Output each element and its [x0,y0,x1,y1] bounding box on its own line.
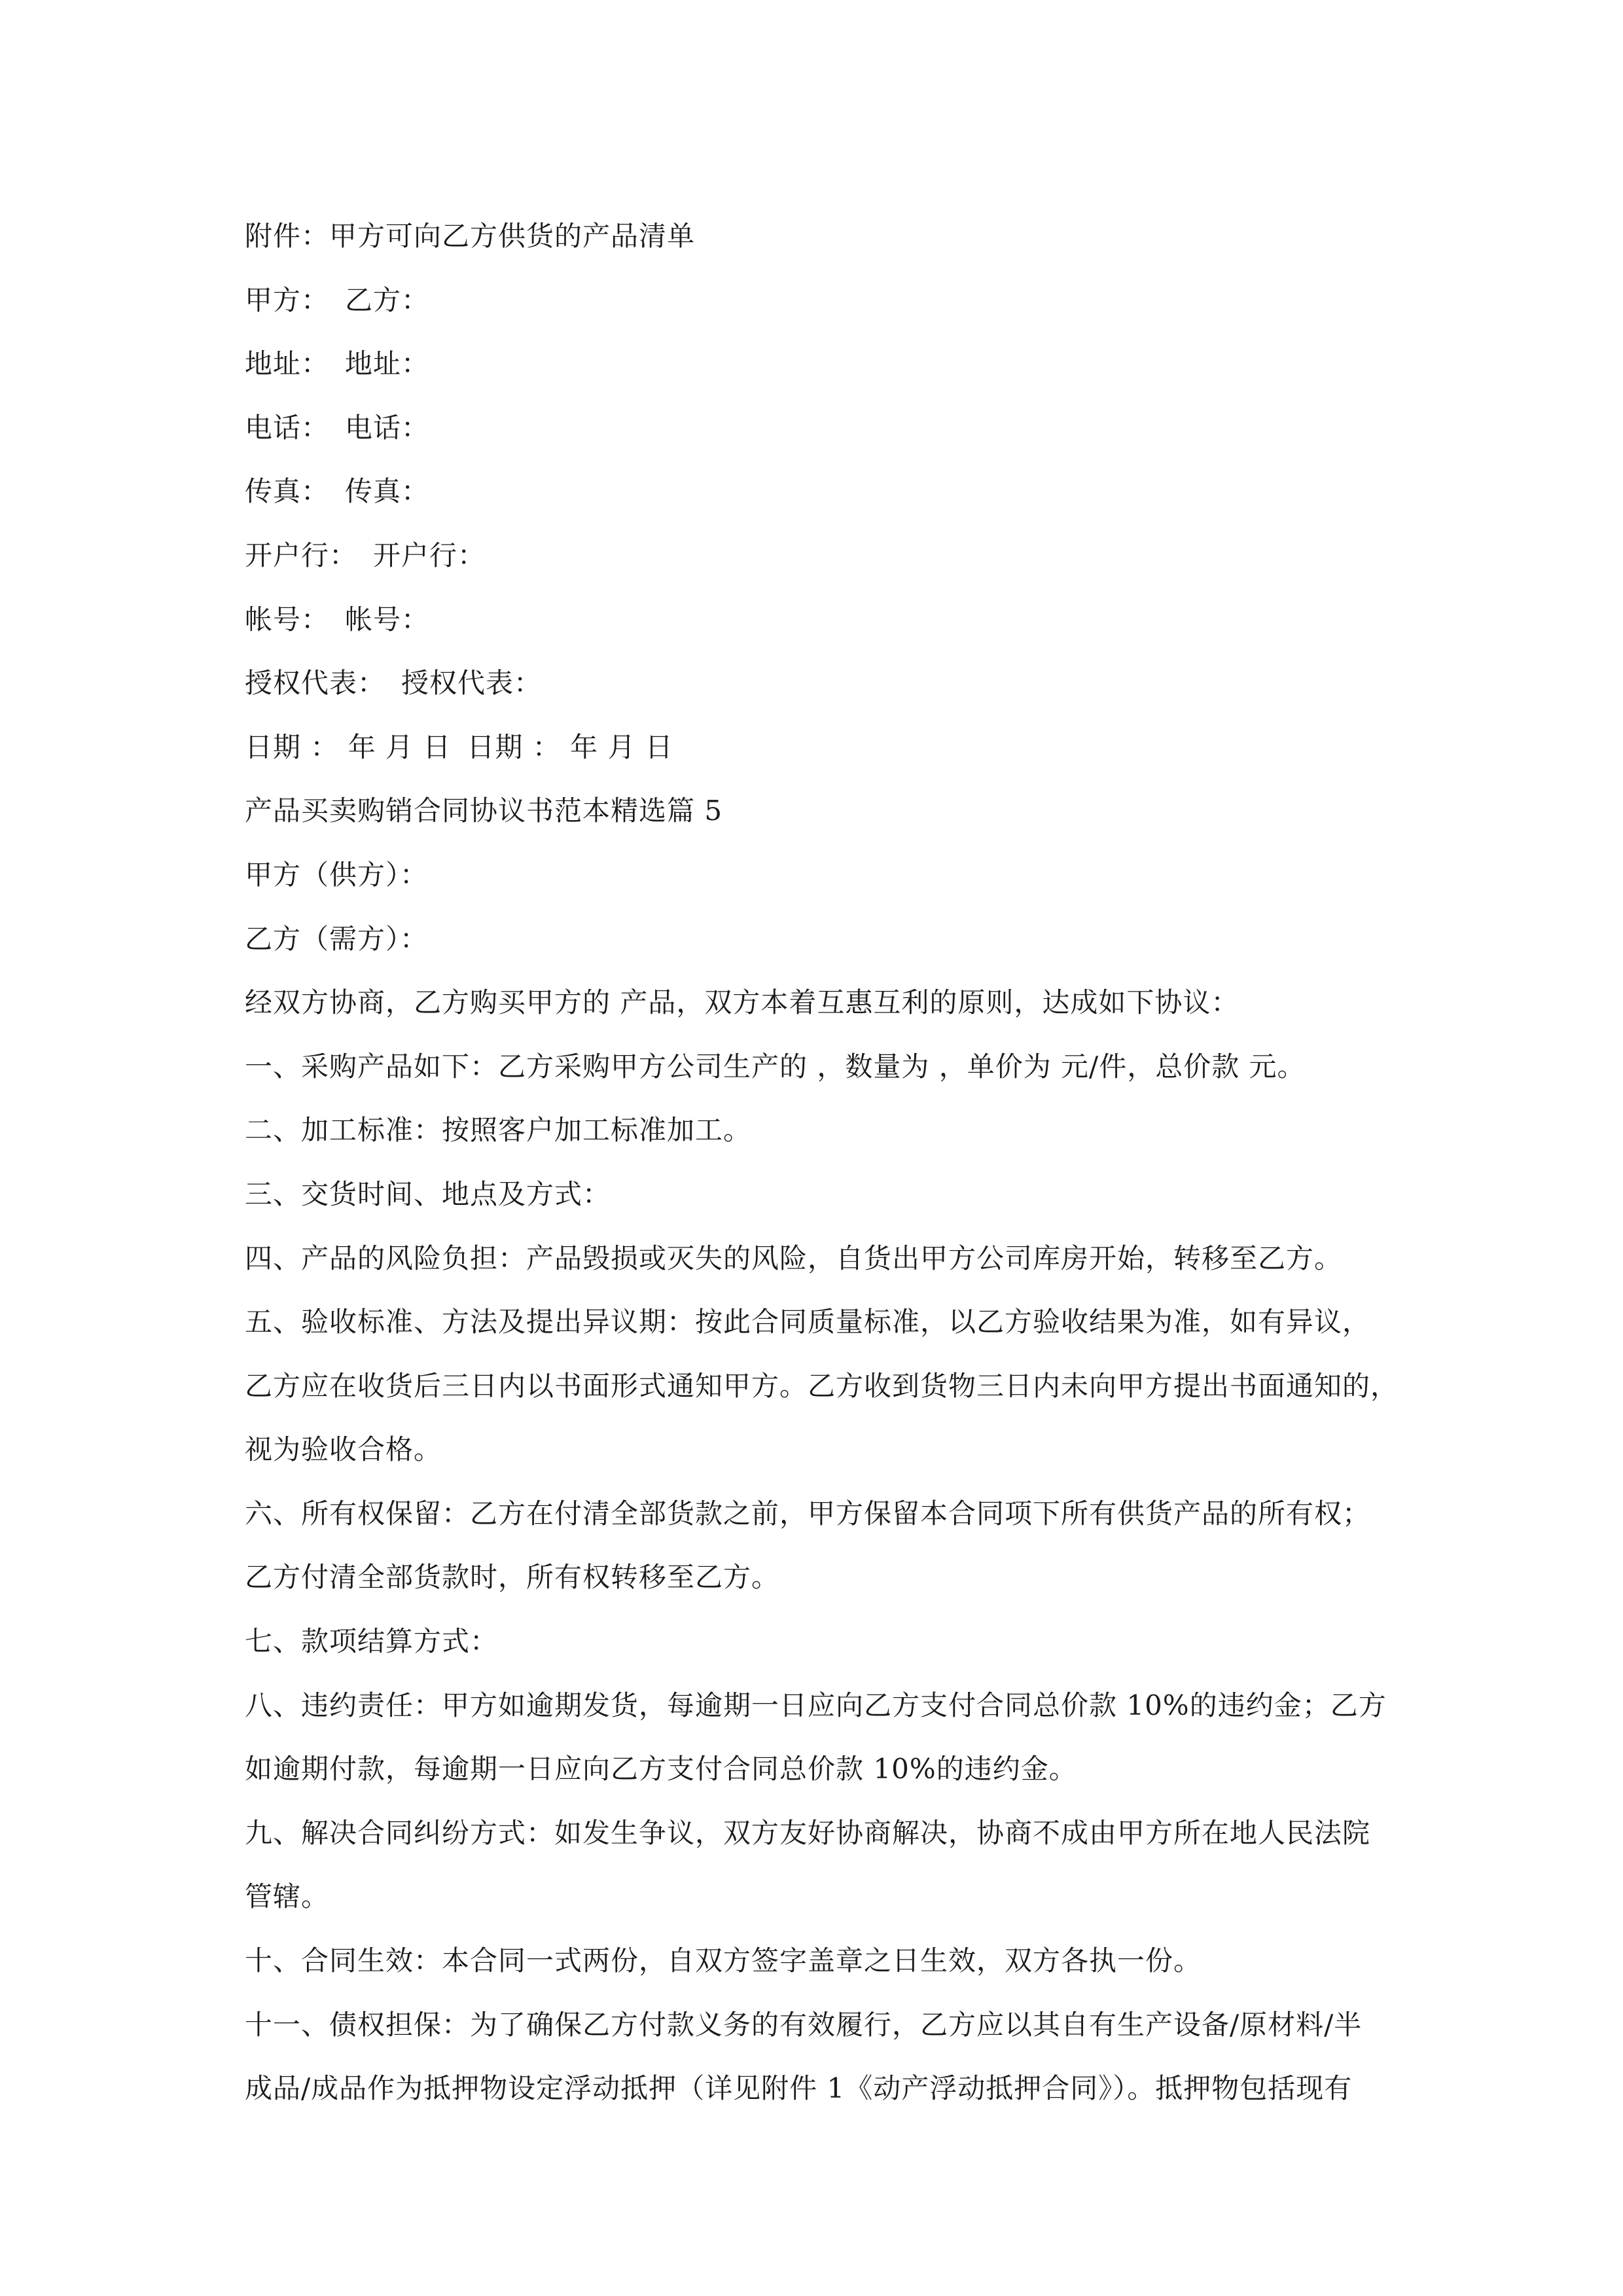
supplier-line: 甲方（供方）： [245,858,429,891]
rep-b-label: 授权代表： [401,667,543,700]
fax-b-label: 传真： [345,475,430,508]
clause-5-line-1: 五、验收标准、方法及提出异议期：按此合同质量标准，以乙方验收结果为准，如有异议， [245,1306,1371,1338]
document-body [245,204,1397,2121]
bank-b-label: 开户行： [373,539,486,571]
representative-line [245,651,1397,715]
intro-paragraph: 经双方协商，乙方购买甲方的 产品，双方本着互惠互利的原则，达成如下协议： [245,986,1240,1019]
clause-4: 四、产品的风险负担：产品毁损或灭失的风险，自货出甲方公司库房开始，转移至乙方。 [245,1242,1343,1274]
clause-11-line-1: 十一、债权担保：为了确保乙方付款义务的有效履行，乙方应以其自有生产设备/原材料/半 [245,2008,1363,2041]
clause-6-line-2: 乙方付清全部货款时，所有权转移至乙方。 [245,1561,780,1594]
rep-a-label: 授权代表： [245,667,386,700]
section-heading: 产品买卖购销合同协议书范本精选篇 5 [245,795,723,827]
date-b-label: 日期 ： 年 月 日 [467,730,673,763]
clause-9-line-1: 九、解决合同纠纷方式：如发生争议，双方友好协商解决，协商不成由甲方所在地人民法院 [245,1816,1371,1849]
phone-line [245,396,1397,460]
account-line [245,588,1397,652]
bank-a-label: 开户行： [245,539,358,571]
clause-11-line-2: 成品/成品作为抵押物设定浮动抵押（详见附件 1《动产浮动抵押合同》）。抵押物包括现有 [245,2072,1353,2105]
clause-2: 二、加工标准：按照客户加工标准加工。 [245,1114,752,1147]
clause-7: 七、款项结算方式： [245,1625,499,1658]
date-a-label: 日期 ： 年 月 日 [245,730,452,763]
fax-a-label: 传真： [245,475,330,508]
clause-5-line-2: 乙方应在收货后三日内以书面形式通知甲方。乙方收到货物三日内未向甲方提出书面通知的， [245,1369,1399,1402]
clause-3: 三、交货时间、地点及方式： [245,1177,611,1210]
phone-a-label: 电话： [245,411,330,444]
buyer-line: 乙方（需方）： [245,922,429,955]
clause-6-line-1: 六、所有权保留：乙方在付清全部货款之前，甲方保留本合同项下所有供货产品的所有权； [245,1497,1371,1530]
date-line [245,715,1397,780]
fax-line [245,459,1397,524]
clause-10: 十、合同生效：本合同一式两份，自双方签字盖章之日生效，双方各执一份。 [245,1945,1202,1977]
address-line [245,332,1397,396]
party-a-label: 甲方： [245,283,330,316]
clause-1: 一、采购产品如下：乙方采购甲方公司生产的 ，数量为 ，单价为 元/件，总价款 元。 [245,1050,1306,1083]
phone-b-label: 电话： [345,411,430,444]
bank-line [245,524,1397,588]
party-line [245,268,1397,332]
account-b-label: 帐号： [345,603,430,636]
clause-8-line-1: 八、违约责任：甲方如逾期发货，每逾期一日应向乙方支付合同总价款 10%的违约金；乙方 [245,1689,1387,1721]
clause-8-line-2: 如逾期付款，每逾期一日应向乙方支付合同总价款 10%的违约金。 [245,1753,1077,1785]
attachment-line: 附件：甲方可向乙方供货的产品清单 [245,220,696,252]
address-b-label: 地址： [345,348,430,380]
clause-5-line-3: 视为验收合格。 [245,1433,442,1466]
clause-9-line-2: 管辖。 [245,1880,330,1913]
party-b-label: 乙方： [345,283,430,316]
address-a-label: 地址： [245,348,330,380]
account-a-label: 帐号： [245,603,330,636]
